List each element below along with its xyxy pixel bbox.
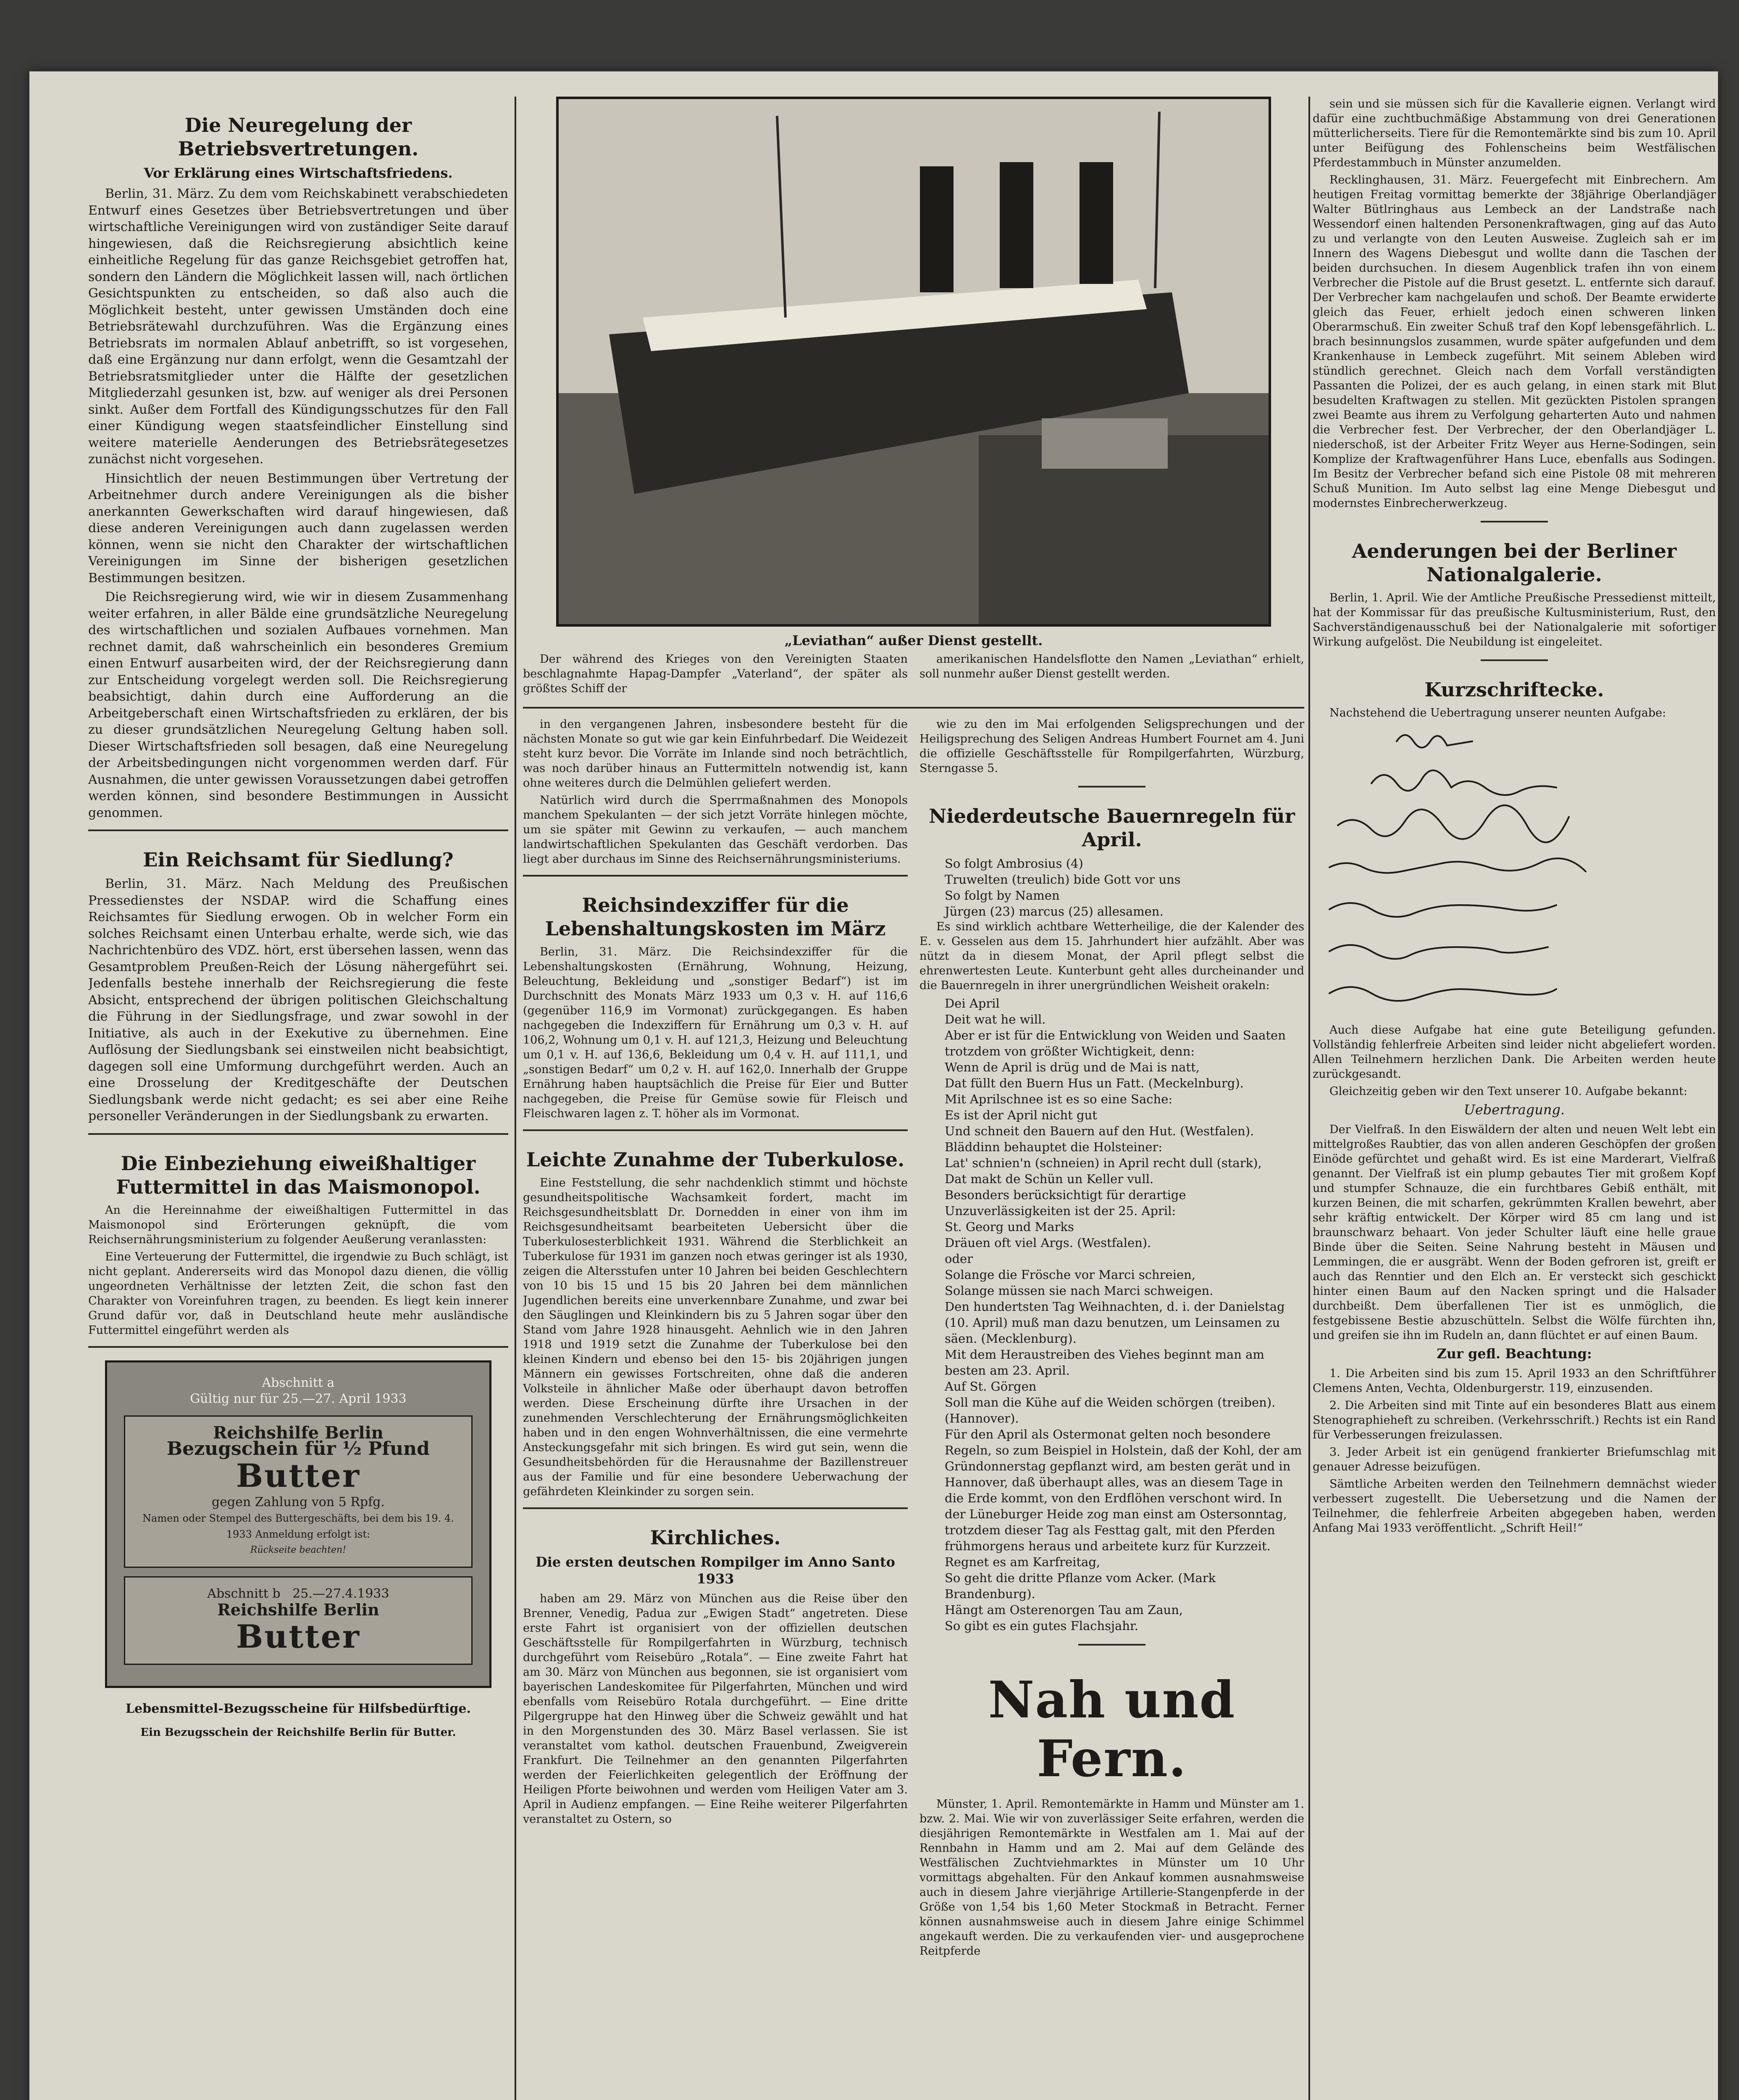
coupon-caption: Lebensmittel-Bezugsscheine für Hilfsbedürftige. [126, 1701, 471, 1716]
photo-description [523, 652, 1304, 698]
article-paragraph: wie zu den im Mai erfolgenden Seligsprechungen und der Heiligsprechung des Seligen Andreas Humbert Fournet am 4. Juni die offizielle Geschäftsstelle für Rompilgerfahrten, Würzburg, Sterngasse 5. [919, 718, 1304, 775]
verse-line: Den hundertsten Tag Weihnachten, d. i. der Danielstag (10. April) muß man dazu benutzen, um Leinsamen zu säen. (Mecklenburg). [945, 1299, 1285, 1346]
verse-line: Hängt am Osterenorgen Tau am Zaun, [945, 1603, 1183, 1617]
coupon-note: Namen oder Stempel des Buttergeschäfts, bei dem bis 19. 4. 1933 Anmeldung erfolgt ist: [142, 1512, 454, 1540]
verse-line: Jürgen (23) marcus (25) allesamen. [945, 904, 1164, 919]
verse-line: So geht die dritte Pflanze vom Acker. (Mark Brandenburg). [945, 1571, 1216, 1601]
verse-line: Bläddinn behauptet die Holsteiner: [945, 1140, 1163, 1154]
column-rule [1308, 97, 1310, 2100]
article-paragraph: Auch diese Aufgabe hat eine gute Beteiligung gefunden. Vollständig fehlerfreie Arbeiten sind leider nicht abgeliefert worden. Allen Teilnehmern herzlichen Dank. Die Arbeiten werden heute zurückgesandt. [1313, 1024, 1716, 1081]
article-paragraph: Eine Feststellung, die sehr nachdenklich stimmt und höchste gesundheitspolitische Wachsamkeit fordert, macht im Reichsgesundheitsblatt Dr. Dornedden in einer von ihm im Reichsgesundheitsamt bearbeiteten Uebersicht über die Tuberkulosesterblichkeit 1931. Während die Sterblichkeit an Tuberkulose für 1931 im ganzen noch etwas geringer ist als 1930, zeigen die Altersstufen unter 10 Jahren bei beiden Geschlechtern von 10 bis 15 und 15 bis 20 Jahren bei dem männlichen Jugendlichen bereits eine unverkennbare Zunahme, und zwar bei den Säuglingen und Kleinkindern bis zu 5 Jahren sogar über den Stand vom Jahre 1928 hinausgeht. Aehnlich wie in den Jahren 1918 und 1919 setzt die Zunahme der Tuberkulose bei den kleinen Kindern und ebenso bei den 15- bis 20jährigen jungen Männern ein gewisses Fortschreiten, ohne daß die anderen Volksteile in ähnlicher Maße oder überhaupt davon betroffen werden. Diese Erscheinung dürfte ihre Ursachen in der zunehmenden Verschlechterung der Ernährungsmöglichkeiten haben und in den engen Wohnverhältnissen, die eine vermehrte Ansteckungsgefahr mit sich bringen. Es wird gut sein, wenn die Gesundheitsbehörden für die Herausnahme der Bazillenstreuer aus der Familie und für eine besondere Ueberwachung der gefährdeten Kleinkinder zu sorgen sein. [523, 1176, 908, 1498]
shorthand-strokes [1313, 724, 1716, 1018]
column-2 [523, 97, 1304, 2100]
short-rule [1481, 659, 1548, 661]
article-paragraph: Eine Verteuerung der Futtermittel, die irgendwie zu Buch schlägt, ist nicht geplant. Andererseits wird das Monopol dazu dienen, die völlig ungeordneten Verhältnisse der letzten Zeit, die schon fast den Charakter von Voreinfuhren tragen, zu beenden. Es liegt kein innerer Grund dafür vor, daß in Deutschland heute mehr ausländische Futtermittel eingeführt werden als [88, 1250, 508, 1337]
article-paragraph: Der Vielfraß. In den Eiswäldern der alten und neuen Welt lebt ein mittelgroßes Raubtier, das von allen anderen Geschöpfen der großen Einöde gefürchtet und gehaßt wird. Es ist eine Marderart, Vielfraß genannt. Der Vielfraß ist ein plump gebautes Tier mit großem Kopf und stumpfer Schnauze, die ein furchtbares Gebiß enthält, mit kurzen Beinen, die mit scharfen, gekrümmten Krallen bewehrt, aber sehr kräftig entwickelt. Der Körper wird 85 cm lang und ist braunschwarz behaart. Von jeder Schulter läuft eine helle graue Binde über die Seiten. Seine Nahrung besteht in Mäusen und Lemmingen, die er ausgräbt. Wenn der Boden gefroren ist, greift er auch das Renntier und den Elch an. Er versteckt sich geschickt hinter einen Baum auf den Nacken springt und die Halsader durchbeißt. Dem überfallenen Tier ist es unmöglich, die festgebissene Bestie abzuschütteln. Selbst die Wölfe fürchten ihn, und greifen sie ihn im Rudeln an, dann flüchtet er auf einen Baum. [1313, 1123, 1716, 1342]
section-rule [523, 875, 908, 877]
section-rule [523, 1507, 908, 1509]
verse-block [919, 856, 1304, 919]
article-paragraph: Natürlich wird durch die Sperrmaßnahmen des Monopols manchem Spekulanten — der sich jetzt Vorräte hinlegen möchte, um sie später mit Gewinn zu verkaufen, — auch manchem landwirtschaftlichen Spekulanten das Geschäft verdorben. Das liegt aber durchaus im Sinne des Reichsernährungsministeriums. [523, 794, 908, 866]
section-rule [523, 1129, 908, 1131]
coupon-payment: gegen Zahlung von 5 Rpfg. [212, 1494, 385, 1509]
verse-line: Truwelten (treulich) bide Gott vor uns [945, 872, 1181, 887]
verse-line: Soll man die Kühe auf die Weiden schörgen (treiben). (Hannover). [945, 1395, 1276, 1425]
article-paragraph: Berlin, 31. März. Nach Meldung des Preußischen Pressedienstes der NSDAP. wird die Schaffung eines Reichsamtes für Siedlung erwogen. Ob in welcher Form ein solches Reichsamt einen Unterbau erhalte, werde sich, wie das Nachrichtenbüro des VDZ. hört, erst übersehen lassen, wenn das Gesamtproblem Preußen-Reich der Lösung nähergeführt sei. Jedenfalls bestehe innerhalb der Reichsregierung die feste Absicht, entsprechend der übrigen politischen Gleichschaltung die Führung in der Siedlungsfrage, und zwar sowohl in der Initiative, als auch in der Exekutive zu übernehmen. Eine Auflösung der Siedlungsbank sei einstweilen nicht beabsichtigt, dagegen soll eine Umformung durchgeführt werden. Auch an eine Drosselung der Kreditgeschäfte der Deutschen Siedlungsbank werde nicht gedacht; es sei aber eine Reihe personeller Veränderungen in der Siedlungsbank zu erwarten. [88, 877, 508, 1124]
notice-item: 2. Die Arbeiten sind mit Tinte auf ein besonderes Blatt aus einem Stenographieheft zu schreiben. (Verkehrsschrift.) Rechts ist ein Rand für Verbesserungen freizulassen. [1313, 1399, 1716, 1441]
section-rule [88, 1346, 508, 1348]
short-rule [1481, 521, 1548, 522]
headline-reichsamt-siedlung: Ein Reichsamt für Siedlung? [143, 848, 454, 871]
coupon-b-date: 25.—27.4.1933 [292, 1586, 389, 1601]
notice-item: 3. Jeder Arbeit ist ein genügend frankierter Briefumschlag mit genauer Adresse beizufügen. [1313, 1446, 1716, 1473]
verse-line: Dat füllt den Buern Hus un Fatt. (Meckelnburg). [945, 1076, 1244, 1090]
short-rule [1078, 786, 1145, 788]
verse-line: Besonders berücksichtigt für derartige Unzuverlässigkeiten ist der 25. April: [945, 1188, 1186, 1218]
coupon-side-note: Rückseite beachten! [250, 1544, 347, 1555]
headline-nah-und-fern: Nah und Fern. [988, 1670, 1236, 1788]
coupon-b-org: Reichshilfe Berlin [217, 1600, 379, 1619]
verse-line: oder [945, 1252, 973, 1266]
verse-line: Lat' schnien'n (schneien) in April recht dull (stark), [945, 1156, 1262, 1170]
verse-line: Dei April [945, 996, 1000, 1011]
short-rule [1078, 1644, 1145, 1646]
verse-line: Solange müssen sie nach Marci schweigen. [945, 1284, 1214, 1298]
headline-kirchliches: Kirchliches. [650, 1526, 781, 1549]
verse-line: Aber er ist für die Entwicklung von Weiden und Saaten trotzdem von größter Wichtigkeit, denn: [945, 1028, 1286, 1058]
subheadline: Die ersten deutschen Rompilger im Anno Santo 1933 [536, 1554, 895, 1587]
photo-caption: „Leviathan“ außer Dienst gestellt. [784, 633, 1043, 648]
verse-line: Solange die Frösche vor Marci schreien, [945, 1268, 1196, 1282]
subheadline: Vor Erklärung eines Wirtschaftsfriedens. [144, 165, 453, 181]
headline-reichsindexziffer: Reichsindexziffer für die Lebenshaltungskosten im März [545, 894, 886, 940]
column-3 [1313, 97, 1716, 2100]
verse-line: Und schneit den Bauern auf den Hut. (Westfalen). [945, 1124, 1254, 1138]
coupon-org: Reichshilfe Berlin [213, 1423, 384, 1443]
section-rule [88, 830, 508, 831]
headline-nationalgalerie: Aenderungen bei der Berliner Nationalgalerie. [1352, 540, 1677, 586]
column-2-right [919, 717, 1304, 1961]
column-rule [515, 97, 516, 2100]
column-2-left [523, 717, 908, 1961]
headline-bauernregeln: Niederdeutsche Bauernregeln für April. [929, 805, 1295, 851]
column-1 [88, 97, 508, 2100]
verse-line: Deit wat he will. [945, 1012, 1046, 1026]
article-paragraph: An die Hereinnahme der eiweißhaltigen Futtermittel in das Maismonopol sind Erörterungen geknüpft, die vom Reichsernährungsministerium zu folgender Aeußerung veranlassten: [88, 1203, 508, 1246]
verse-line: Es ist der April nicht gut [945, 1108, 1097, 1122]
column-2-subcolumns [523, 717, 1304, 1961]
article-paragraph: Berlin, 31. März. Zu dem vom Reichskabinett verabschiedeten Entwurf eines Gesetzes über Betriebsvertretungen und über wirtschaftliche Vereinigungen wird von zuständiger Seite darauf hingewiesen, daß die Reichsregierung absichtlich keine einheitliche Regelung für das ganze Reichsgebiet getroffen hat, sondern den Ländern die Möglichkeit lassen will, nach örtlichen Gesichtspunkten zu entscheiden, so daß also auch die Möglichkeit besteht, unter gewissen Umständen doch eine Betriebsrätewahl durchzuführen. Was die Ergänzung eines Betriebsrats im normalen Ablauf anbetrifft, so ist vorgesehen, daß eine Ergänzung nur dann erfolgt, wenn die Gesamtzahl der Betriebsratsmitglieder unter die Hälfte der gesetzlichen Mitgliederzahl gesunken ist, bzw. auf weniger als drei Personen sinkt. Außer dem Fortfall des Kündigungsschutzes für den Fall einer Kündigung wegen staatsfeindlicher Einstellung sind weitere materielle Aenderungen des Betriebsrätegesetzes zunächst nicht vorgesehen. [88, 186, 508, 467]
ship-photo [556, 97, 1271, 627]
verse-line: So gibt es ein gutes Flachsjahr. [945, 1619, 1138, 1633]
verse-line: Mit dem Heraustreiben des Viehes beginnt man am besten am 23. April. [945, 1347, 1264, 1378]
section-rule [523, 707, 1304, 709]
article-paragraph: Recklinghausen, 31. März. Feuergefecht mit Einbrechern. Am heutigen Freitag vormittag bemerkte der 38jährige Oberlandjäger Walter Bütlringhaus aus Lembeck an der Landstraße nach Wessendorf einen haltenden Personenkraftwagen, ging auf das Auto zu und verlangte von den Leuten Ausweise. Zugleich sah er im Innern des Wagens Diebesgut und wollte dann die Taschen der beiden durchsuchen. In diesem Augenblick trafen ihn von einem Verbrecher die Pistole auf die Brust gesetzt. L. entfernte sich darauf. Der Verbrecher kam nachgelaufen und schoß. Der Beamte erwiderte gleich das Feuer, erhielt jedoch einen schweren linken Oberarmschuß. Ein zweiter Schuß traf den Kopf lebensgefährlich. L. brach besinnungslos zusammen, wurde später aufgefunden und dem Krankenhause in Lembeck zugeführt. Mit seinem Ableben wird stündlich gerechnet. Gleich nach dem Vorfall verständigten Passanten die Polizei, der es auch gelang, in einen stark mit Blut besudelten Kraftwagen zu stellen. Mit gezückten Pistolen sprangen zwei Beamte aus ihrem zu Verfolgung geharterten Auto und nahmen die Verbrecher fest. Der Verbrecher, der den Oberlandjäger L. niederschoß, ist der Arbeiter Fritz Weyer aus Herne-Sodingen, sein Komplize der Kraftwagenführer Hans Luce, ebenfalls aus Sodingen. Im Besitz der Verbrecher befand sich eine Pistole 08 mit mehreren Schuß Munition. Im Auto selbst lag eine Menge Diebesgut und modernstes Einbrecherwerkzeug. [1313, 173, 1716, 510]
article-paragraph: Gleichzeitig geben wir den Text unserer 10. Aufgabe bekannt: [1329, 1085, 1688, 1098]
article-paragraph: Es sind wirklich achtbare Wetterheilige, die der Kalender des E. v. Gesselen aus dem 15. Jahrhundert hier aufzählt. Aber was nützt da in diesem Monat, der April pflegt selbst die ehrenwertesten Leute. Kunterbunt geht alles durcheinander und die Bauernregeln in ihrer unergründlichen Weisheit orakeln: [919, 920, 1304, 992]
verse-line: Mit Aprilschnee ist es so eine Sache: [945, 1092, 1173, 1106]
coupon-b-label-text: Abschnitt b [207, 1586, 281, 1601]
coupon-bezug: Bezugschein für ½ Pfund [167, 1438, 430, 1460]
verse-line: Dat makt de Schün un Keller vull. [945, 1172, 1154, 1186]
verse-block-2 [919, 995, 1304, 1634]
coupon-label: Abschnitt a [262, 1375, 335, 1390]
newspaper-page [29, 71, 1718, 2100]
ship-illustration [559, 99, 1269, 624]
article-paragraph: Münster, 1. April. Remontemärkte in Hamm und Münster am 1. bzw. 2. Mai. Wie wir von zuverlässiger Seite erfahren, werden die diesjährigen Remontemärkte in Westfalen am 1. Mai auf der Rennbahn in Hamm und am 2. Mai auf dem Gelände des Westfälischen Zuchtviehmarktes in Münster um 10 Uhr vormittags abgehalten. Für den Ankauf kommen ausnahmsweise auch in diesem Jahre vierjährige Artillerie-Stangenpferde in der Größe von 1,54 bis 1,60 Meter Stockmaß in Betracht. Ferner können ausnahmsweise auch in diesem Jahre einige Schimmel angekauft werden. Die zu verkaufenden vier- und ausgeprochene Reitpferde [919, 1798, 1304, 1958]
butter-coupon-image [105, 1360, 491, 1688]
notice-item: 1. Die Arbeiten sind bis zum 15. April 1933 an den Schriftführer Clemens Anten, Vechta, Oldenburgerstr. 119, einzusenden. [1313, 1367, 1716, 1395]
headline-kurzschriftecke: Kurzschriftecke. [1424, 678, 1604, 701]
headline-futtermittel: Die Einbeziehung eiweißhaltiger Futtermittel in das Maismonopol. [116, 1152, 481, 1198]
article-paragraph: Berlin, 1. April. Wie der Amtliche Preußische Pressedienst mitteilt, hat der Kommissar für das preußische Kultusministerium, Rust, den Sachverständigenausschuß bei der Nationalgalerie mit sofortiger Wirkung aufgelöst. Die Neubildung ist eingeleitet. [1313, 591, 1716, 648]
verse-line: Auf St. Görgen [945, 1379, 1037, 1394]
photo-text: amerikanischen Handelsflotte den Namen „Leviathan“ erhielt, soll nunmehr außer Dienst gestellt werden. [919, 653, 1304, 680]
verse-line: Regnet es am Karfreitag, [945, 1555, 1101, 1569]
article-paragraph: in den vergangenen Jahren, insbesondere besteht für die nächsten Monate so gut wie gar kein Einfuhrbedarf. Die Weidezeit steht kurz bevor. Die Vorräte im Inlande sind noch beträchtlich, was noch darüber hinaus an Futtermitteln notwendig ist, kann ohne weiteres durch die Delmühlen geliefert werden. [523, 718, 908, 790]
article-paragraph: Die Reichsregierung wird, wie wir in diesem Zusammenhang weiter erfahren, in aller Bälde eine grundsätzliche Neuregelung des wirtschaftlichen und sozialen Aufbaues vornehmen. Man rechnet damit, daß wahrscheinlich ein besonderes Gremium einen Entwurf ausarbeiten wird, der der Reichsregierung dann zur Entscheidung vorgelegt werden soll. Die Reichsregierung beabsichtigt, dahin durch eine Aufforderung an die Arbeitgeberschaft einen Wirtschaftsfrieden zu erklären, der bis zu dieser grundsätzlichen Neuregelung Geltung haben soll. Dieser Wirtschaftsfrieden soll besagen, daß eine Neuregelung der Arbeitsbedingungen nicht vorgenommen werden darf. Für Ausnahmen, die unter gewissen Voraussetzungen dabei getroffen werden können, sind besondere Bestimmungen in Aussicht genommen. [88, 590, 508, 820]
verse-line: Für den April als Ostermonat gelten noch besondere Regeln, so zum Beispiel in Holstein, daß der Kohl, der am Gründonnerstag gepflanzt wird, am besten gerät und in Hannover, daß überhaupt alles, was an diesem Tage in die Erde kommt, von den Erdflöhen verschont wird. In der Lüneburger Heide zog man einst am Ostersonntag, trotzdem dieser Tag als Festtag galt, mit den Pferden frühmorgens heraus und arbeitete kurz für Kurzzeit. [945, 1427, 1302, 1553]
article-paragraph: sein und sie müssen sich für die Kavallerie eignen. Verlangt wird dafür eine zuchtbuchmäßige Abstammung von drei Generationen mütterlicherseits. Tiere für die Remontemärkte sind bis zum 10. April unter Beifügung des Fohlenscheins beim Westfälischen Pferdestammbuch in Münster anzumelden. [1313, 97, 1716, 169]
verse-line: So folgt Ambrosius (4) [945, 856, 1083, 871]
verse-line: St. Georg und Marks [945, 1220, 1074, 1234]
section-rule [88, 1133, 508, 1135]
headline-betriebsvertretungen: Die Neuregelung der Betriebsvertretungen. [178, 114, 419, 160]
coupon-butter: Butter [236, 1457, 361, 1494]
notice-title: Zur gefl. Beachtung: [1437, 1346, 1592, 1362]
coupon-b-butter: Butter [236, 1617, 361, 1655]
verse-line: Dräuen oft viel Args. (Westfalen). [945, 1236, 1151, 1250]
article-paragraph: Berlin, 31. März. Die Reichsindexziffer für die Lebenshaltungskosten (Ernährung, Wohnung, Heizung, Beleuchtung, Bekleidung und „sonstiger Bedarf“) ist im Durchschnitt des Monats März 1933 um 0,3 v. H. auf 116,6 (gegenüber 116,9 im Vormonat) zurückgegangen. Es haben nachgegeben die Indexziffern für Ernährung um 0,3 v. H. auf 106,2, Wohnung um 0,1 v. H. auf 121,3, Heizung und Beleuchtung um 0,1 v. H. auf 136,6, Bekleidung um 0,4 v. H. auf 111,1, und „sonstigen Bedarf“ um 0,2 v. H. auf 162,0. Innerhalb der Gruppe Ernährung haben hauptsächlich die Preise für Eier und Butter nachgegeben, die Preise für Gemüse sowie für Fleisch und Fleischwaren lagen z. T. höher als im Vormonat. [523, 945, 908, 1120]
verse-line: So folgt by Namen [945, 888, 1060, 903]
coupon-caption-2: Ein Bezugsschein der Reichshilfe Berlin für Butter. [140, 1726, 456, 1739]
coupon-section-b [124, 1576, 473, 1665]
article-paragraph: haben am 29. März von München aus die Reise über den Brenner, Venedig, Padua zur „Ewigen Stadt“ angetreten. Diese erste Fahrt ist organisiert von der offiziellen deutschen Geschäftsstelle für Rompilgerfahrten in Würzburg, technisch durchgeführt vom Reisebüro „Rotala“. — Eine zweite Fahrt hat am 30. März von München aus begonnen, sie ist organisiert vom bayerischen Landeskomitee für Pilgerfahrten, München und wird ebenfalls vom Reisebüro Rotala durchgeführt. — Eine dritte Pilgergruppe hat den Hinweg über die Schweiz gewählt und hat in den Morgenstunden des 30. März Basel verlassen. Sie ist veranstaltet vom kathol. deutschen Frauenbund, Zweigverein Frankfurt. Die Teilnehmer an den genannten Pilgerfahrten werden der Feierlichkeiten gelegentlich der Eröffnung der Heiligen Pforte beiwohnen und werden vom Heiligen Vater am 3. April in Audienz empfangen. — Eine Reihe weiterer Pilgerfahrten veranstaltet zu Ostern, so [523, 1592, 908, 1826]
shorthand-sample-image [1313, 724, 1716, 1018]
headline-tuberkulose: Leichte Zunahme der Tuberkulose. [526, 1148, 905, 1171]
coupon-validity: Gültig nur für 25.—27. April 1933 [190, 1391, 407, 1406]
coupon-section-a [124, 1415, 473, 1568]
article-paragraph: Sämtliche Arbeiten werden den Teilnehmern demnächst wieder verbessert zugestellt. Die Uebersetzung und die Namen der Teilnehmer, die fehlerfreie Arbeiten abgegeben haben, werden Anfang Mai 1933 veröffentlicht. „Schrift Heil!“ [1313, 1478, 1716, 1535]
article-paragraph: Hinsichtlich der neuen Bestimmungen über Vertretung der Arbeitnehmer durch andere Vereinigungen als die bisher anerkannten Gewerkschaften wird darauf hingewiesen, daß diese anderen Vereinigungen auch dann zugelassen werden können, wenn sie nicht den Charakter der wirtschaftlichen Vereinigungen im Sinne der bisherigen gesetzlichen Bestimmungen besitzen. [88, 471, 508, 585]
article-paragraph: Nachstehend die Uebertragung unserer neunten Aufgabe: [1329, 706, 1666, 719]
verse-line: Wenn de April is drüg und de Mai is natt, [945, 1060, 1200, 1074]
coupon-b-label [134, 1586, 463, 1602]
label-uebertragung: Uebertragung. [1463, 1102, 1565, 1118]
photo-text: Der während des Krieges von den Vereinigten Staaten beschlagnahmte Hapag-Dampfer „Vaterland“, der später als größtes Schiff der [523, 653, 908, 695]
